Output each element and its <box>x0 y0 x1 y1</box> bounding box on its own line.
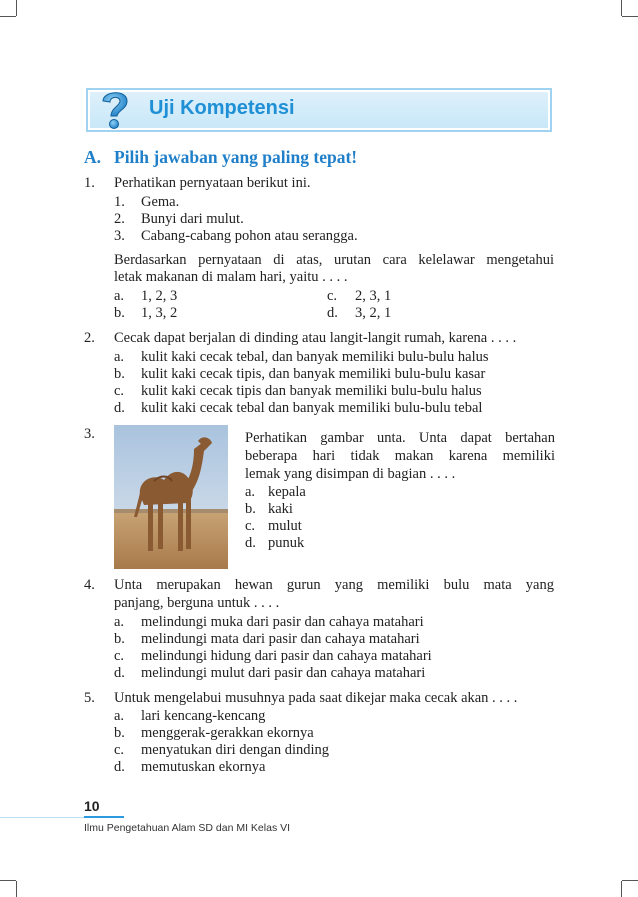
camel-photo <box>114 425 228 569</box>
option-text[interactable]: kulit kaki cecak tipis dan banyak memiliki bulu-bulu halus <box>141 383 482 399</box>
question-mark-icon <box>90 84 140 134</box>
option-text[interactable]: memutuskan ekornya <box>141 759 266 775</box>
crop-mark <box>16 881 17 897</box>
option-text[interactable]: menyatukan diri dengan dinding <box>141 742 330 758</box>
option-letter: d. <box>245 535 256 551</box>
option-text[interactable]: melindungi muka dari pasir dan cahaya matahari <box>141 614 424 630</box>
page-number: 10 <box>84 798 100 814</box>
option-letter: d. <box>327 305 338 321</box>
option-text[interactable]: kaki <box>268 501 293 517</box>
option-text[interactable]: 2, 3, 1 <box>355 288 392 304</box>
option-letter: d. <box>114 665 125 681</box>
question-stem: Perhatikan pernyataan berikut ini. <box>114 175 311 191</box>
statement-text: Bunyi dari mulut. <box>141 211 244 227</box>
option-letter: b. <box>245 501 256 517</box>
statement-number: 2. <box>114 211 125 227</box>
question-stem: Perhatikan gambar unta. Unta dapat bertahan <box>245 430 555 446</box>
crop-mark <box>622 16 638 17</box>
option-letter: c. <box>114 742 125 758</box>
section-heading <box>84 147 357 168</box>
option-letter: a. <box>114 288 125 304</box>
option-letter: c. <box>327 288 338 304</box>
question-stem: beberapa hari tidak makan karena memiliki <box>245 448 555 464</box>
option-text[interactable]: melindungi mata dari pasir dan cahaya matahari <box>141 631 420 647</box>
statement-text: Cabang-cabang pohon atau serangga. <box>141 228 358 244</box>
option-letter: b. <box>114 631 125 647</box>
question-number: 4. <box>84 577 95 593</box>
option-letter: c. <box>114 383 125 399</box>
crop-mark <box>621 0 622 16</box>
crop-mark <box>621 881 622 897</box>
crop-mark <box>16 0 17 16</box>
question-text: Berdasarkan pernyataan di atas, urutan cara kelelawar mengetahui <box>114 252 554 268</box>
option-letter: d. <box>114 400 125 416</box>
footer-accent-rule <box>84 816 124 818</box>
option-text[interactable]: mulut <box>268 518 302 534</box>
option-text[interactable]: 1, 3, 2 <box>141 305 178 321</box>
question-number: 2. <box>84 330 95 346</box>
option-text[interactable]: melindungi mulut dari pasir dan cahaya matahari <box>141 665 426 681</box>
option-letter: b. <box>114 725 125 741</box>
question-stem: panjang, berguna untuk . . . . <box>114 595 280 611</box>
option-text[interactable]: melindungi hidung dari pasir dan cahaya matahari <box>141 648 432 664</box>
option-text[interactable]: punuk <box>268 535 305 551</box>
banner-title: Uji Kompetensi <box>149 97 295 119</box>
question-number: 1. <box>84 175 95 191</box>
statement-number: 1. <box>114 194 125 210</box>
crop-mark <box>622 880 638 881</box>
option-letter: a. <box>114 708 125 724</box>
option-letter: b. <box>114 366 125 382</box>
option-letter: c. <box>114 648 125 664</box>
section-letter: A. <box>84 147 102 167</box>
question-number: 5. <box>84 690 95 706</box>
option-letter: a. <box>114 614 125 630</box>
option-letter: c. <box>245 518 256 534</box>
option-text[interactable]: lari kencang-kencang <box>141 708 266 724</box>
crop-mark <box>0 880 16 881</box>
option-text[interactable]: kepala <box>268 484 306 500</box>
question-stem: Unta merupakan hewan gurun yang memiliki bulu mata yang <box>114 577 554 593</box>
section-title: Pilih jawaban yang paling tepat! <box>114 147 358 167</box>
statement-text: Gema. <box>141 194 180 210</box>
option-text[interactable]: menggerak-gerakkan ekornya <box>141 725 314 741</box>
question-number: 3. <box>84 426 95 442</box>
option-text[interactable]: 3, 2, 1 <box>355 305 392 321</box>
option-text[interactable]: kulit kaki cecak tebal dan banyak memiliki bulu-bulu tebal <box>141 400 483 416</box>
option-text[interactable]: kulit kaki cecak tebal, dan banyak memiliki bulu-bulu halus <box>141 349 489 365</box>
option-letter: a. <box>245 484 256 500</box>
option-text[interactable]: kulit kaki cecak tipis, dan banyak memiliki bulu-bulu kasar <box>141 366 486 382</box>
question-stem: Cecak dapat berjalan di dinding atau langit-langit rumah, karena . . . . <box>114 330 517 346</box>
option-letter: d. <box>114 759 125 775</box>
question-stem: Untuk mengelabui musuhnya pada saat dikejar maka cecak akan . . . . <box>114 690 518 706</box>
option-letter: a. <box>114 349 125 365</box>
option-text[interactable]: 1, 2, 3 <box>141 288 178 304</box>
footer-divider <box>0 817 84 818</box>
question-stem: lemak yang disimpan di bagian . . . . <box>245 466 456 482</box>
question-text: letak makanan di malam hari, yaitu . . . . <box>114 269 348 285</box>
option-letter: b. <box>114 305 125 321</box>
book-title: Ilmu Pengetahuan Alam SD dan MI Kelas VI <box>84 822 291 834</box>
crop-mark <box>0 16 16 17</box>
statement-number: 3. <box>114 228 125 244</box>
